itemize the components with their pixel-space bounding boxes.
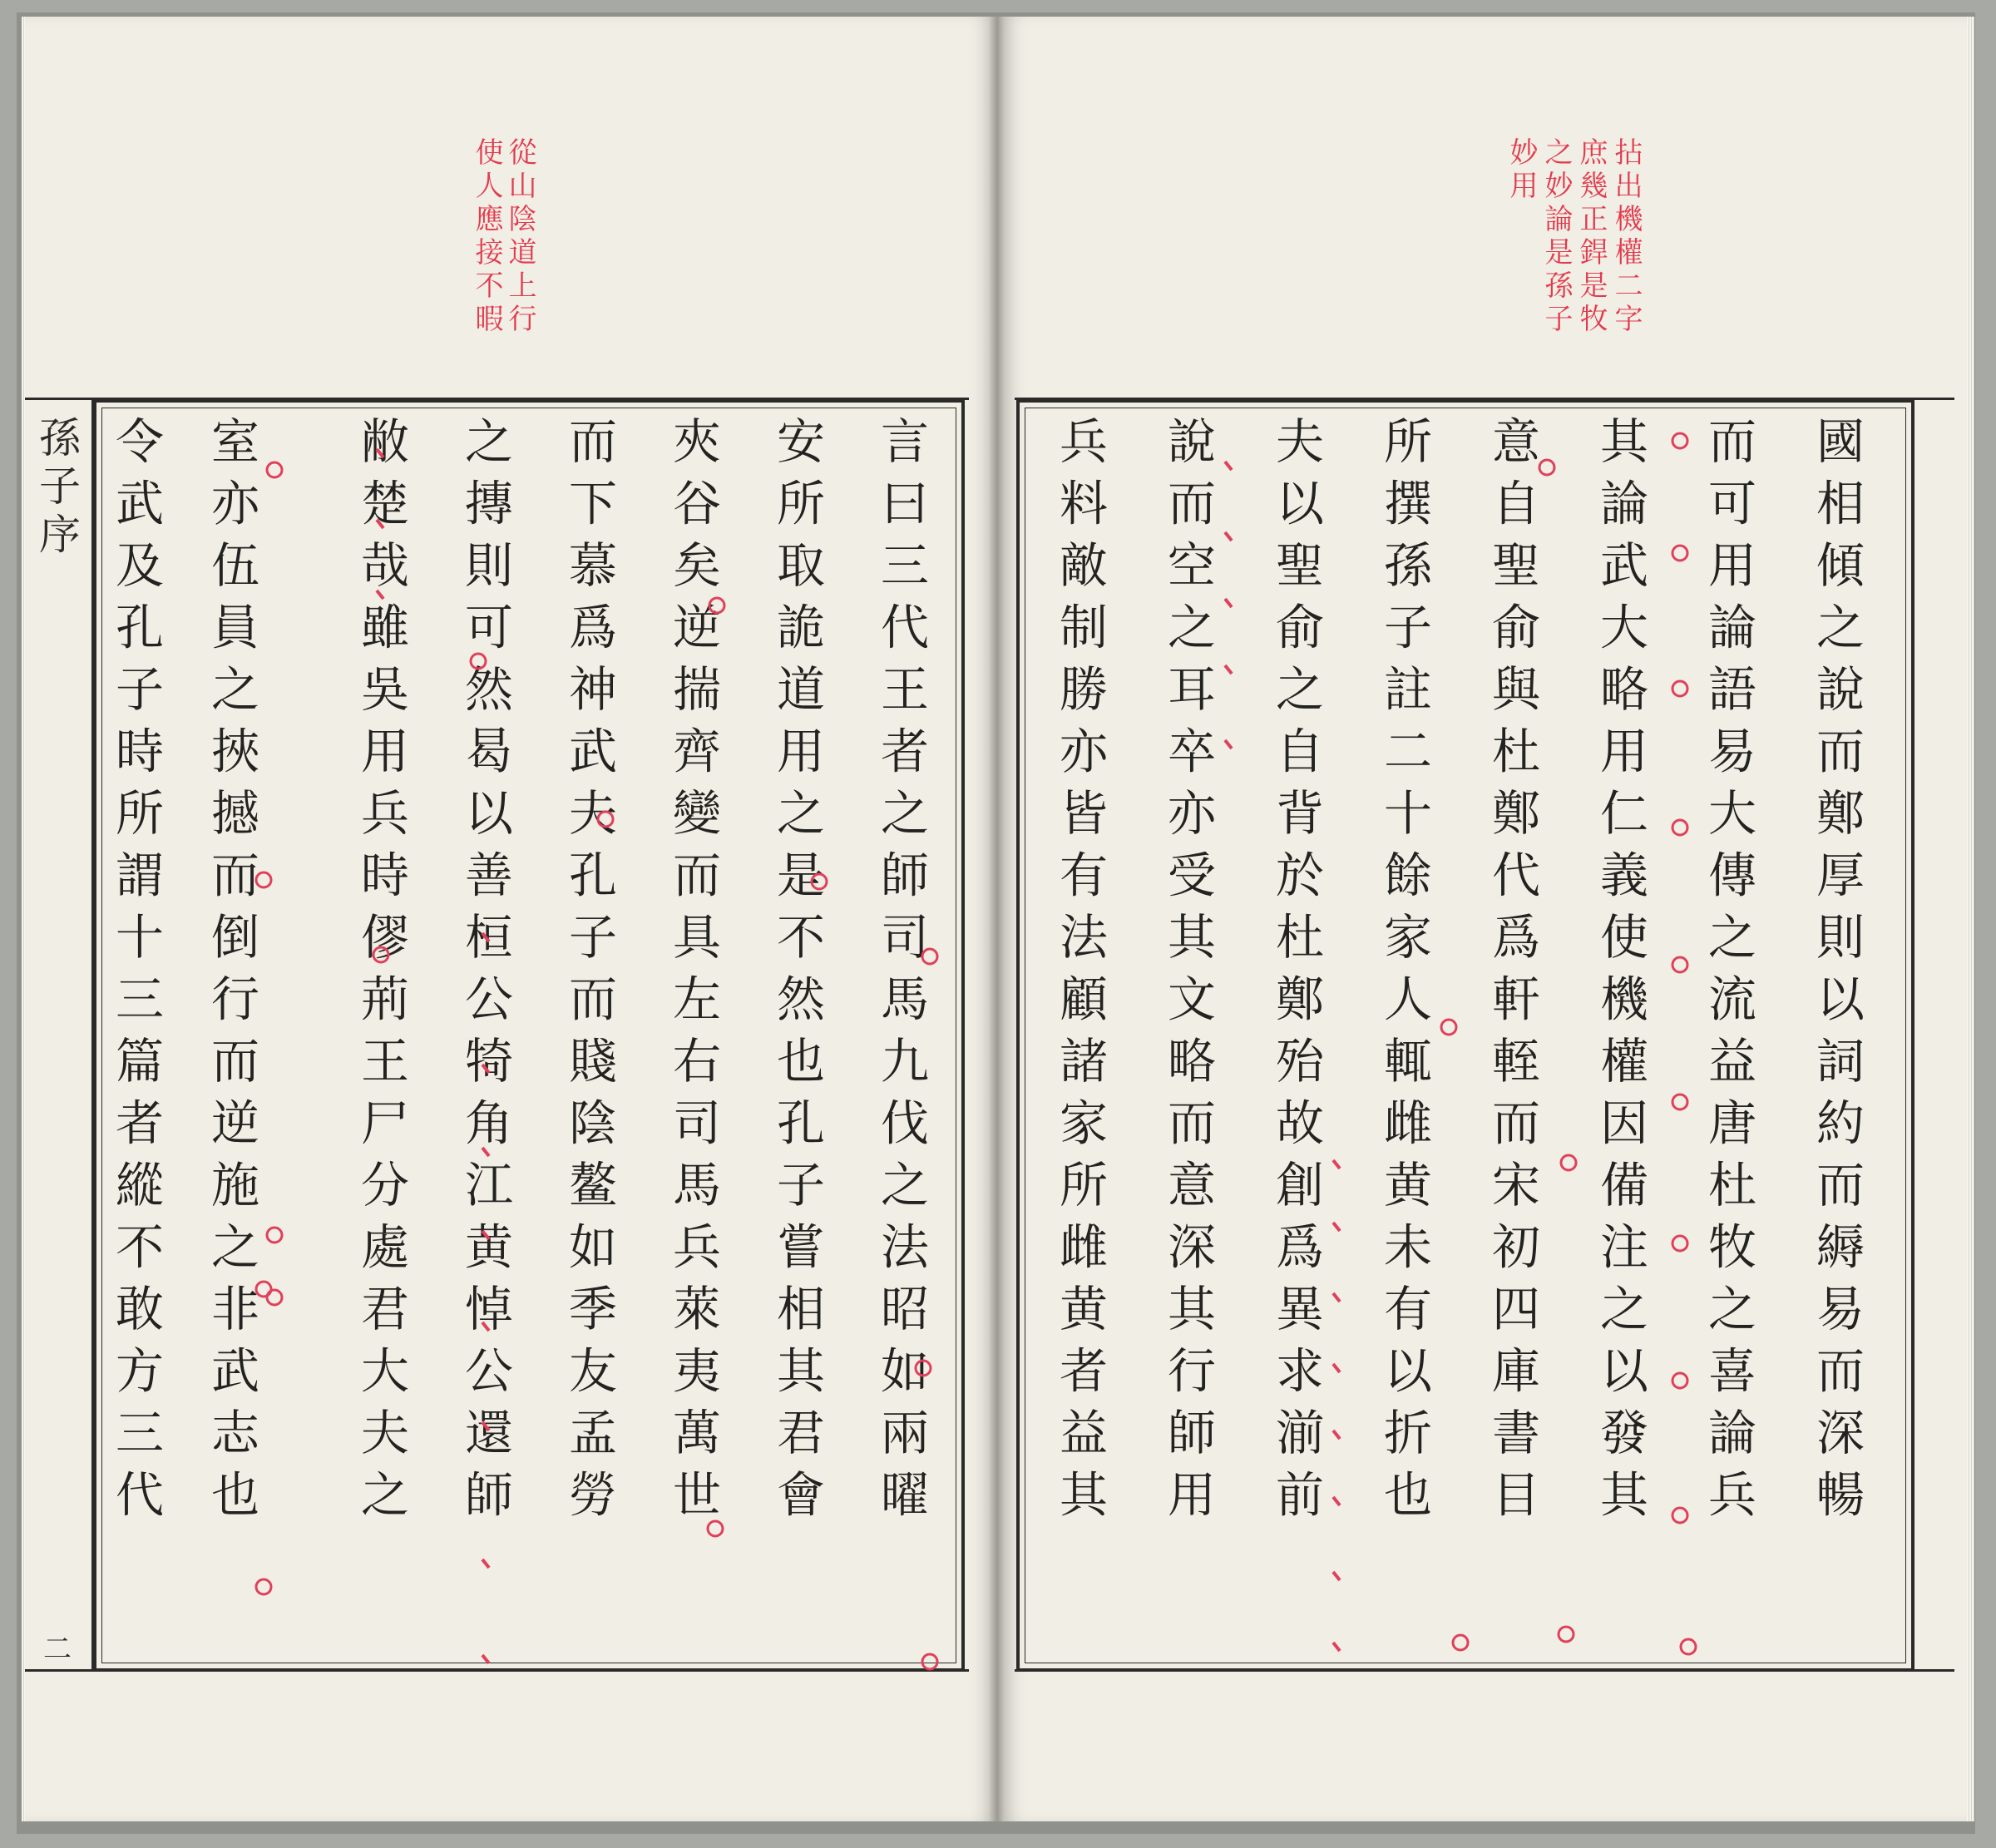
book-gutter	[990, 17, 1005, 1821]
right-note-line-2: 庶幾正銲是牧	[1574, 137, 1608, 337]
left-note-line-2: 使人應接不暇	[470, 137, 503, 337]
right-column-7: 說而空之耳卒亦受其文略而意深其行師用	[1159, 416, 1216, 1531]
left-column-7: 室亦伍員之挾撼而倒行而逆施之非武志也	[203, 416, 259, 1531]
right-column-4: 意自聖俞與杜鄭代爲軒輊而宋初四庫書目	[1484, 416, 1540, 1531]
margin-book-title: 孫子序	[32, 416, 81, 561]
left-column-1: 言曰三代王者之師司馬九伐之法昭如兩曜	[872, 416, 929, 1531]
right-text-frame	[1016, 399, 1914, 1672]
left-column-6: 敝楚哉雖吳用兵時僇荊王尸分處君大夫之	[353, 416, 409, 1531]
right-column-6: 夫以聖俞之自背於杜鄭殆故創爲異求湔前	[1267, 416, 1324, 1531]
right-note-line-3: 之妙論是孫子	[1539, 137, 1573, 337]
left-column-2: 安所取詭道用之是不然也孔子嘗相其君會	[768, 416, 825, 1531]
right-column-1: 國相傾之說而鄭厚則以詞約而縟易而深暢	[1808, 416, 1865, 1531]
left-column-8: 令武及孔子時所謂十三篇者縱不敢方三代	[107, 416, 164, 1531]
right-note-line-1: 拈出機權二字	[1609, 137, 1643, 337]
right-column-8: 兵料敵制勝亦皆有法顧諸家所雌黄者益其	[1051, 416, 1108, 1531]
right-column-2: 而可用論語易大傳之流益唐杜牧之喜論兵	[1700, 416, 1756, 1531]
left-column-5: 之摶則可然曷以善桓公犄角江黄悼公還師	[457, 416, 513, 1531]
left-note-line-1: 從山陰道上行	[503, 137, 536, 337]
left-column-4: 而下慕爲神武夫孔子而賤陰鳌如季友孟勞	[561, 416, 617, 1531]
left-column-3: 夾谷矣逆揣齊變而具左右司馬兵萊夷萬世	[665, 416, 721, 1531]
right-column-3: 其論武大略用仁義使機權因備注之以發其	[1592, 416, 1648, 1531]
margin-page-number: 二	[43, 1633, 72, 1666]
right-note-line-4: 妙用	[1504, 137, 1538, 204]
right-column-5: 所撰孫子註二十餘家人輒雌黄未有以折也	[1376, 416, 1432, 1531]
